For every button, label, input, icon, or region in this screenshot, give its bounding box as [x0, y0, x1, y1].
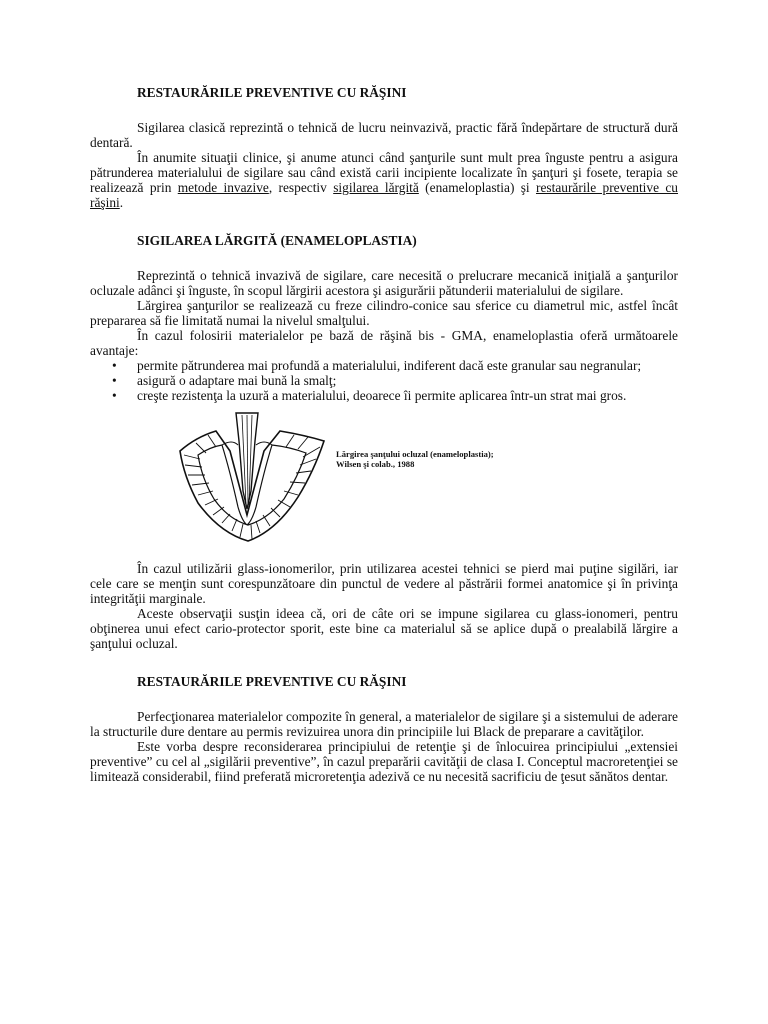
paragraph: Sigilarea clasică reprezintă o tehnică de lucru neinvazivă, practic fără îndepărtare de structură dură dentară.	[90, 120, 678, 150]
underlined-term: metode invazive	[177, 180, 269, 195]
paragraph: În anumite situaţii clinice, şi anume atunci când şanţurile sunt mult prea înguste pentru a asigura pătrunderea materialului de sigilare sau când există carii incipiente localizate în şanţuri şi fosete, terapia se realizează prin metode invazive, respectiv sigilarea lărgită (enameloplastia) şi restaurările preventive cu răşini.	[90, 150, 679, 210]
paragraph: În cazul utilizării glass-ionomerilor, prin utilizarea acestei tehnici se pierd mai puţine sigilări, iar cele care se menţin sunt corespunzătoare din punctul de vedere al păstrării formei anatomice şi în privinţa integrităţii marginale.	[90, 561, 678, 606]
paragraph: În cazul folosirii materialelor pe bază de răşină bis - GMA, enameloplastia oferă următoarele avantaje:	[90, 328, 678, 358]
bullet-icon: •	[112, 388, 117, 403]
document-page	[90, 78, 678, 784]
bullet-icon: •	[112, 358, 117, 373]
bullet-icon: •	[112, 373, 117, 388]
list-item: • asigură o adaptare mai bună la smalţ;	[112, 373, 337, 388]
paragraph: Lărgirea şanţurilor se realizează cu freze cilindro-conice sau sferice cu diametrul mic, astfel încât prepararea să fie limitată numai la nivelul smalţului.	[90, 298, 678, 328]
paragraph: Aceste observaţii susţin ideea că, ori de câte ori se impune sigilarea cu glass-ionomeri, pentru obţinerea unui efect cario-protector sporit, este bine ca materialul să se aplice după o prealabilă lărgire a şanţului ocluzal.	[90, 606, 678, 651]
section-heading-enameloplasty: SIGILAREA LĂRGITĂ (ENAMELOPLASTIA)	[137, 233, 417, 248]
fissure-diagram	[176, 411, 328, 543]
underlined-term: restaurările preventive cu răşini	[90, 180, 679, 210]
paragraph: Perfecţionarea materialelor compozite în general, a materialelor de sigilare şi a sistemului de aderare la structurile dure dentare au permis revizuirea unora din principiile lui Black de preparare a cavităţilor.	[90, 709, 678, 739]
caption-line: Wilsen şi colab., 1988	[336, 459, 415, 469]
caption-line: Lărgirea şanţului ocluzal (enameloplastia);	[336, 449, 494, 459]
enameloplasty-figure	[90, 411, 678, 551]
section-heading-preventive-resin: RESTAURĂRILE PREVENTIVE CU RĂŞINI	[137, 85, 407, 100]
paragraph: Este vorba despre reconsiderarea principiului de retenţie şi de înlocuirea principiului „extensiei preventive” cu cel al „sigilării preventive”, în cazul preparării cavităţii de clasa I. Conceptul macroretenţiei se limitează considerabil, fiind preferată microretenţia adezivă ce nu necesită sacrificiu de ţesut sănătos dentar.	[90, 739, 678, 784]
paragraph: Reprezintă o tehnică invazivă de sigilare, care necesită o prelucrare mecanică iniţială a şanţurilor ocluzale adânci şi înguste, în scopul lărgirii acestora şi asigurării pătunderii materialului de sigilare.	[90, 268, 678, 298]
list-item: • creşte rezistenţa la uzură a materialului, deoarece îi permite aplicarea într-un strat mai gros.	[112, 388, 627, 403]
underlined-term: sigilarea lărgită	[333, 180, 419, 195]
advantages-list	[90, 358, 678, 403]
section-heading-preventive-resin-2: RESTAURĂRILE PREVENTIVE CU RĂŞINI	[137, 674, 407, 689]
list-item: • permite pătrunderea mai profundă a materialului, indiferent dacă este granular sau negranular;	[112, 358, 642, 373]
figure-caption	[336, 449, 494, 469]
